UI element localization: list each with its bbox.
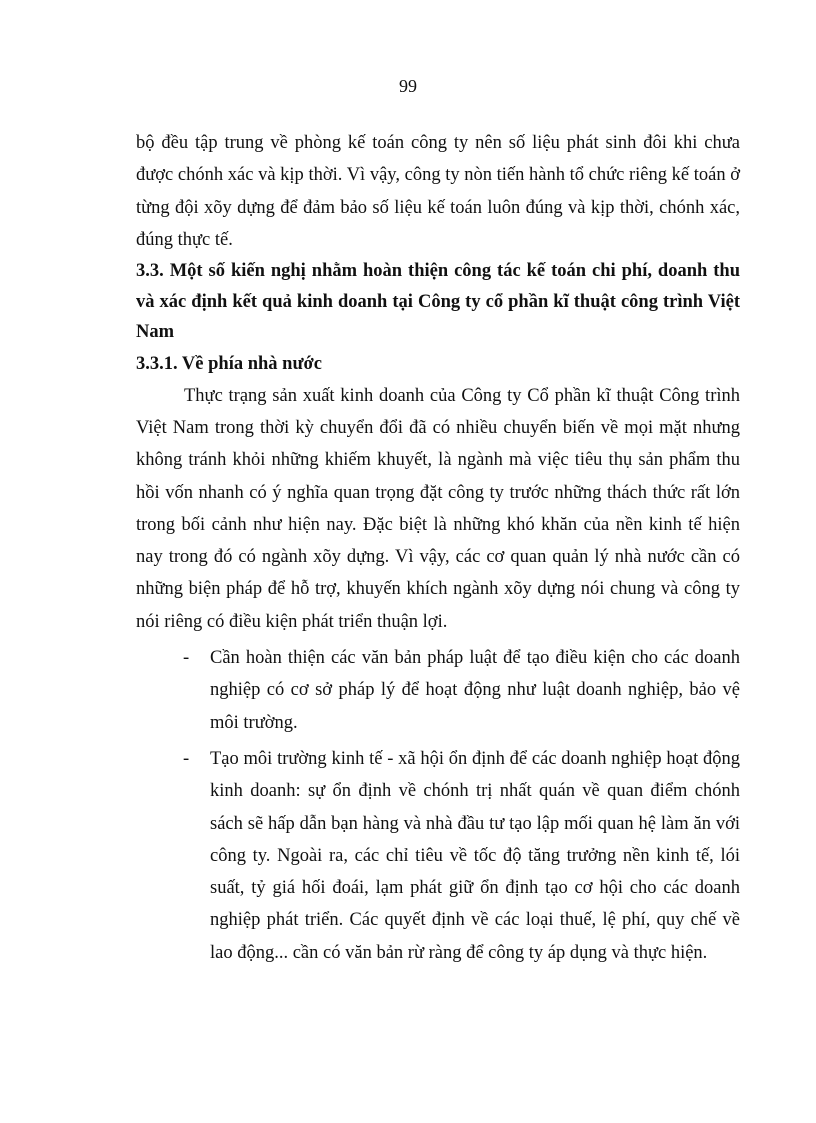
body-paragraph: Thực trạng sản xuất kinh doanh của Công ty Cổ phần kĩ thuật Công trình Việt Nam trong thời kỳ chuyển đổi đã có nhiều chuyển biến về mọi mặt nhưng không tránh khỏi những khiếm khuyết, là ngành mà việc tiêu thụ sản phẩm thu hồi vốn nhanh có ý nghĩa quan trọng đặt công ty trước những thách thức rất lớn trong bối cảnh như hiện nay. Đặc biệt là những khó khăn của nền kinh tế hiện nay trong đó có ngành xõy dựng. Vì vậy, các cơ quan quản lý nhà nước cần có những biện pháp để hỗ trợ, khuyến khích ngành xõy dựng nói chung và công ty nói riêng có điều kiện phát triển thuận lợi. [136, 385, 740, 632]
page-content [136, 127, 740, 969]
subsection-heading: 3.3.1. Về phía nhà nước [136, 353, 323, 374]
section-heading: 3.3. Một số kiến nghị nhằm hoàn thiện công tác kế toán chi phí, doanh thu và xác định kết quả kinh doanh tại Công ty cổ phần kĩ thuật công trình Việt Nam [136, 261, 740, 343]
continuation-paragraph: bộ đều tập trung về phòng kế toán công ty nên số liệu phát sinh đôi khi chưa được chónh xác và kịp thời. Vì vậy, công ty nòn tiến hành tổ chức riêng kế toán ở từng đội xõy dựng để đảm bảo số liệu kế toán luôn đúng và kịp thời, chónh xác, đúng thực tế. [136, 133, 740, 250]
bullet-item [136, 743, 740, 969]
bullet-text: Cần hoàn thiện các văn bản pháp luật để tạo điều kiện cho các doanh nghiệp có cơ sở pháp lý để hoạt động như luật doanh nghiệp, bảo vệ môi trường. [210, 648, 740, 733]
bullet-marker: - [183, 648, 190, 669]
bullet-list [136, 642, 740, 969]
bullet-text: Tạo môi trường kinh tế - xã hội ổn định để các doanh nghiệp hoạt động kinh doanh: sự ổn định về chónh trị nhất quán về quan điểm chónh sách sẽ hấp dẫn bạn hàng và nhà đầu tư tạo lập mối quan hệ làm ăn với công ty. Ngoài ra, các chỉ tiêu về tốc độ tăng trưởng nền kinh tế, lói suất, tỷ giá hối đoái, lạm phát giữ ổn định tạo cơ hội cho các doanh nghiệp phát triển. Các quyết định về các loại thuế, lệ phí, quy chế về lao động... cần có văn bản rừ ràng để công ty áp dụng và thực hiện. [210, 748, 740, 963]
page-number: 99 [399, 76, 417, 96]
bullet-marker: - [183, 748, 190, 769]
bullet-item [136, 642, 740, 739]
